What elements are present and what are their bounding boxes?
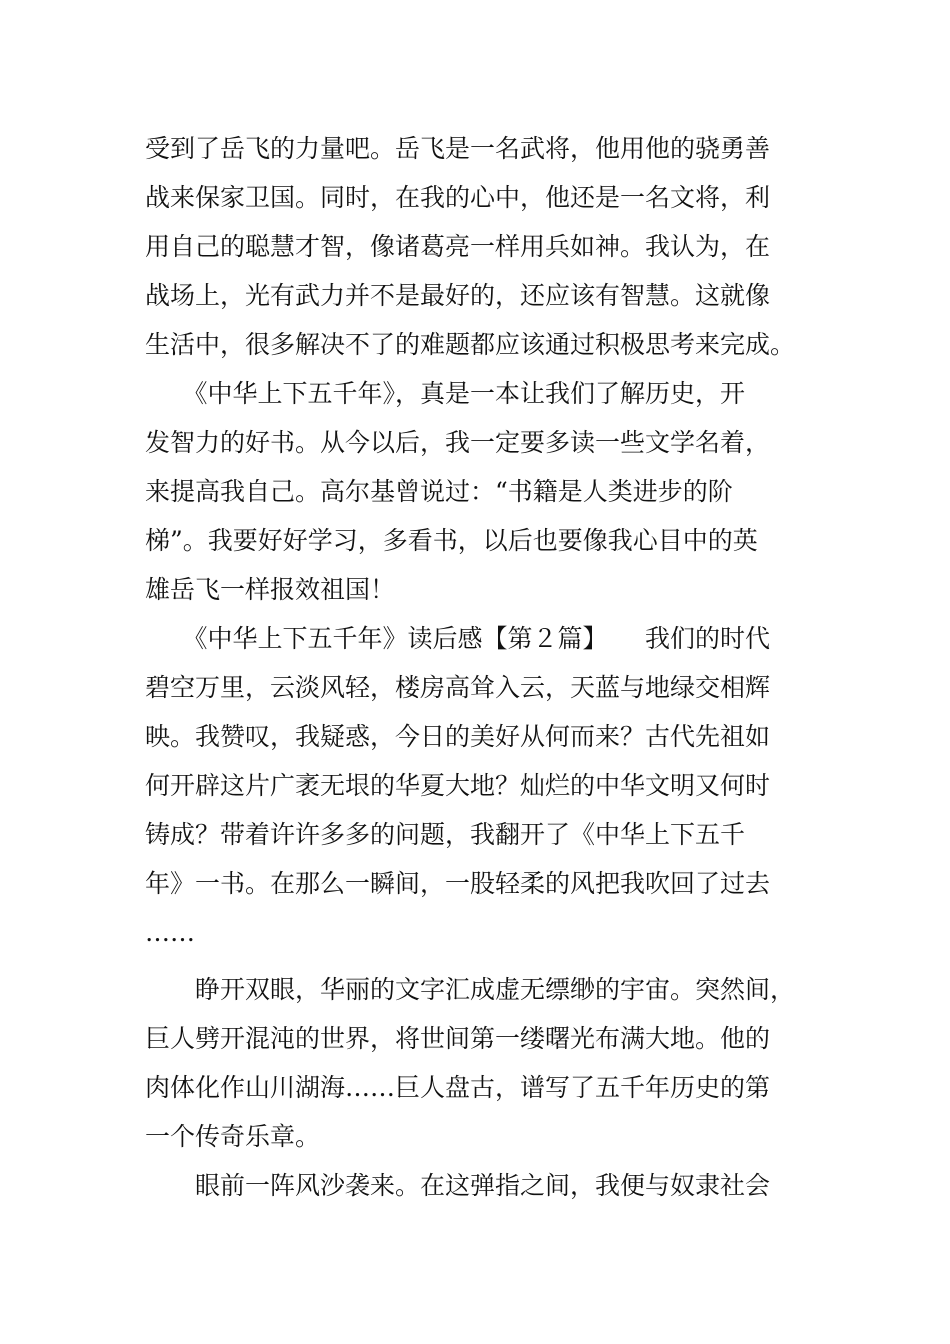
text-line: 年》一书。在那么一瞬间，一股轻柔的风把我吹回了过去: [145, 869, 771, 898]
text-line: 发智力的好书。从今以后，我一定要多读一些文学名着，: [145, 428, 771, 457]
text-line: 梯”。我要好好学习，多看书，以后也要像我心目中的英: [145, 526, 758, 555]
text-line: 铸成？带着许许多多的问题，我翻开了《中华上下五千: [145, 820, 746, 849]
text-line: 碧空万里，云淡风轻，楼房高耸入云，天蓝与地绿交相辉: [145, 673, 771, 702]
text-line: 战来保家卫国。同时，在我的心中，他还是一名文将，利: [145, 183, 771, 212]
body-text: [145, 124, 815, 1210]
text-line: 巨人劈开混沌的世界，将世间第一缕曙光布满大地。他的: [145, 1024, 771, 1053]
text-line: 受到了岳飞的力量吧。岳飞是一名武将，他用他的骁勇善: [145, 134, 771, 163]
text-line: 用自己的聪慧才智，像诸葛亮一样用兵如神。我认为，在: [145, 232, 771, 261]
text-line: 肉体化作山川湖海……巨人盘古，谱写了五千年历史的第: [145, 1073, 771, 1102]
text-line: 生活中，很多解决不了的难题都应该通过积极思考来完成。: [145, 330, 796, 359]
text-line: 《中华上下五千年》读后感【第２篇】 我们的时代: [145, 624, 771, 653]
text-line: ……: [145, 918, 195, 947]
text-line: 《中华上下五千年》，真是一本让我们了解历史，开: [145, 379, 746, 408]
text-line: 映。我赞叹，我疑惑，今日的美好从何而来？古代先祖如: [145, 722, 771, 751]
text-line: 一个传奇乐章。: [145, 1122, 321, 1151]
text-line: 睁开双眼，华丽的文字汇成虚无缥缈的宇宙。突然间，: [145, 975, 796, 1004]
text-line: 战场上，光有武力并不是最好的，还应该有智慧。这就像: [145, 281, 771, 310]
text-line: 眼前一阵风沙袭来。在这弹指之间，我便与奴隶社会: [145, 1171, 771, 1200]
text-line: 雄岳飞一样报效祖国！: [145, 575, 396, 604]
text-line: 何开辟这片广袤无垠的华夏大地？灿烂的中华文明又何时: [145, 771, 771, 800]
text-line: 来提高我自己。高尔基曾说过：“书籍是人类进步的阶: [145, 477, 733, 506]
